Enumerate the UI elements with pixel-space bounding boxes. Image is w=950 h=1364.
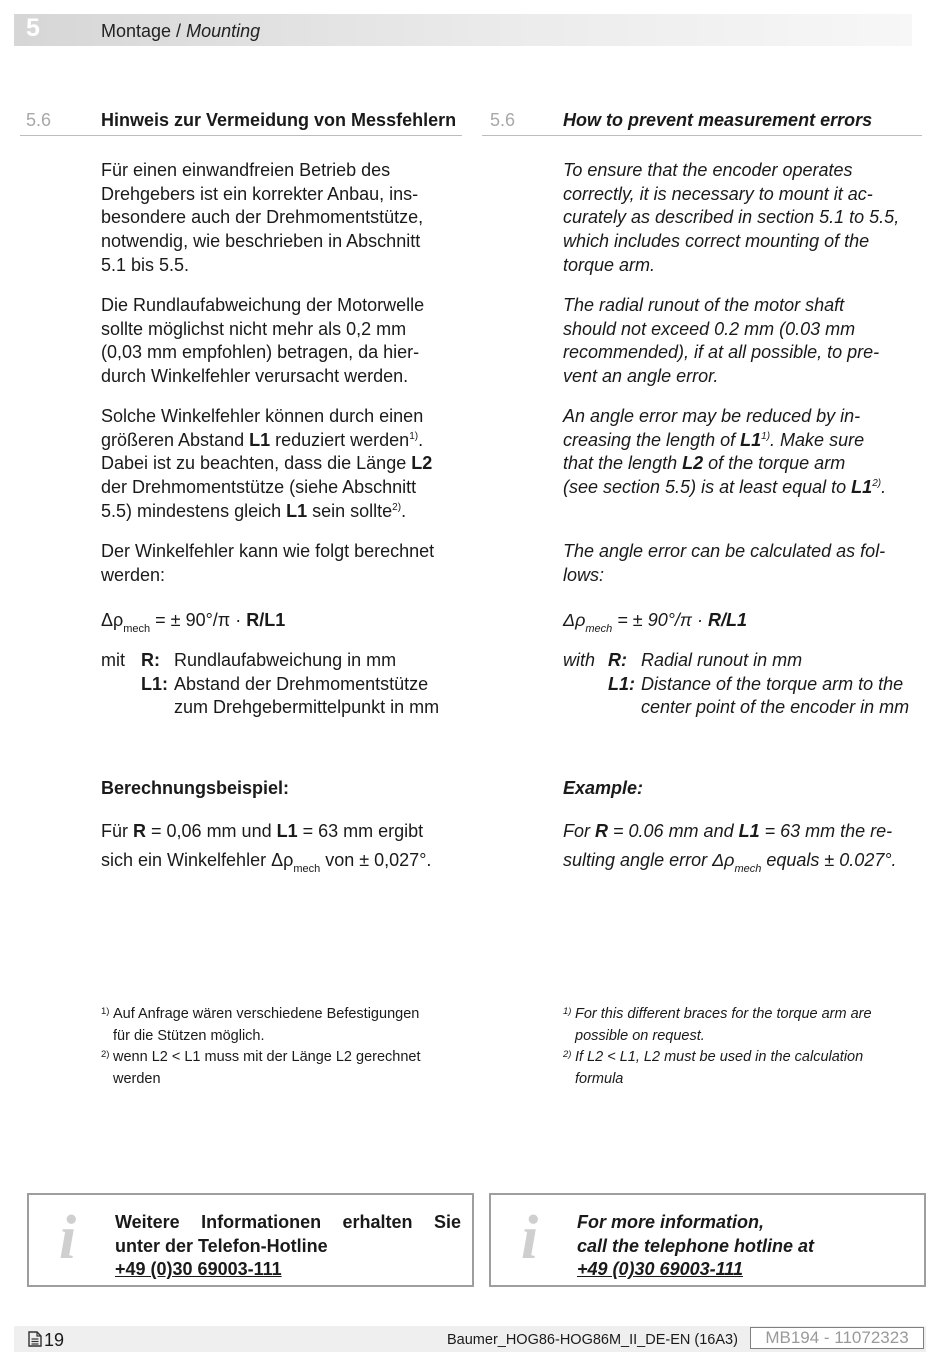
chapter-number: 5 <box>26 14 40 42</box>
paragraph-intro-en: To ensure that the encoder operates correctly, it is necessary to mount it ac- curately as described in section 5.1 to 5.5, which includes correct mounting of the torque arm. <box>563 160 900 275</box>
info-icon: i <box>521 1204 539 1272</box>
info-text-en: For more information, call the telephone hotline at +49 (0)30 69003-111 <box>577 1212 815 1280</box>
info-text-de: Weitere Informationen erhalten Sie unter der Telefon-Hotline +49 (0)30 69003-111 <box>115 1212 461 1280</box>
section-divider-en <box>482 135 922 136</box>
paragraph-angle-error-de: Solche Winkelfehler können durch einen größeren Abstand L1 reduziert werden$^{1)}$. Dabei ist zu beachten, dass die Länge L2 der Drehmomentstütze (siehe Abschnitt 5.5) mindestens gleich L1 sein sollte$^{2)}$. <box>101 406 433 521</box>
example-text-de: Für R = 0,06 mm und L1 = 63 mm ergibt sich ein Winkelfehler $\Delta\rho_{mech}$ von ± 0,027°. <box>101 821 432 875</box>
section-number-en: 5.6 <box>490 110 516 130</box>
paragraph-runout-en: The radial runout of the motor shaft should not exceed 0.2 mm (0.03 mm recommended), if at all possible, to pre- vent an angle error. <box>563 295 880 387</box>
example-heading-de: Berechnungsbeispiel: <box>101 778 290 798</box>
info-icon: i <box>59 1204 77 1272</box>
formula-de: $\Delta\rho_{mech}$ = ± 90°/π · R/L1 <box>101 610 286 635</box>
chapter-title-en: Mounting <box>186 21 261 41</box>
paragraph-calc-intro-en: The angle error can be calculated as fol- lows: <box>563 541 886 585</box>
chapter-title <box>101 21 260 42</box>
section-title-de: Hinweis zur Vermeidung von Messfehlern <box>101 110 457 130</box>
hotline-link-en[interactable]: +49 (0)30 69003-111 <box>577 1259 743 1280</box>
legend-de: mit R: Rundlaufabweichung in mm L1: Abstand der Drehmomentstütze zum Drehgebermittelpunkt in mm <box>101 650 440 718</box>
legend-en: with R: Radial runout in mm L1: Distance of the torque arm to the center point of the encoder in mm <box>563 650 910 718</box>
section-title-en: How to prevent measurement errors <box>563 110 873 130</box>
paragraph-runout-de: Die Rundlaufabweichung der Motorwelle sollte möglichst nicht mehr als 0,2 mm (0,03 mm empfohlen) betragen, da hier- durch Winkelfehler verursacht werden. <box>101 295 425 387</box>
info-box-en <box>489 1193 926 1287</box>
footnotes-de: 1) Auf Anfrage wären verschiedene Befestigungen für die Stützen möglich. 2) wenn L2 < L1 muss mit der Länge L2 gerechnet werden <box>101 1006 421 1087</box>
example-heading-en: Example: <box>563 778 644 798</box>
chapter-title-de: Montage / <box>101 21 182 41</box>
footnotes-en: 1) For this different braces for the torque arm are possible on request. 2) If L2 < L1, L2 must be used in the calculation formula <box>563 1006 872 1087</box>
paragraph-intro-de: Für einen einwandfreien Betrieb des Drehgebers ist ein korrekter Anbau, ins- besondere auch der Drehmomentstütze, notwendig, wie beschrieben in Abschnitt 5.1 bis 5.5. <box>101 160 424 275</box>
page-number: 19 <box>44 1330 65 1350</box>
formula-en: $\Delta\rho_{mech}$ = ± 90°/π · R/L1 <box>563 610 747 635</box>
section-number-de: 5.6 <box>26 110 52 130</box>
document-code: MB194 - 11072323 <box>750 1327 924 1349</box>
page-icon <box>28 1331 42 1347</box>
info-box-de <box>27 1193 474 1287</box>
example-text-en: For R = 0.06 mm and L1 = 63 mm the re- sulting angle error $\Delta\rho_{mech}$ equals ± 0.027°. <box>563 821 897 875</box>
paragraph-angle-error-en: An angle error may be reduced by in- creasing the length of L1$^{1)}$. Make sure that the length L2 of the torque arm (see section 5.5) is at least equal to L1$^{2)}$. <box>563 406 887 498</box>
paragraph-calc-intro-de: Der Winkelfehler kann wie folgt berechnet werden: <box>101 541 435 585</box>
hotline-link-de[interactable]: +49 (0)30 69003-111 <box>115 1259 282 1280</box>
section-divider-de <box>20 135 462 136</box>
document-name: Baumer_HOG86-HOG86M_II_DE-EN (16A3) <box>447 1332 738 1348</box>
